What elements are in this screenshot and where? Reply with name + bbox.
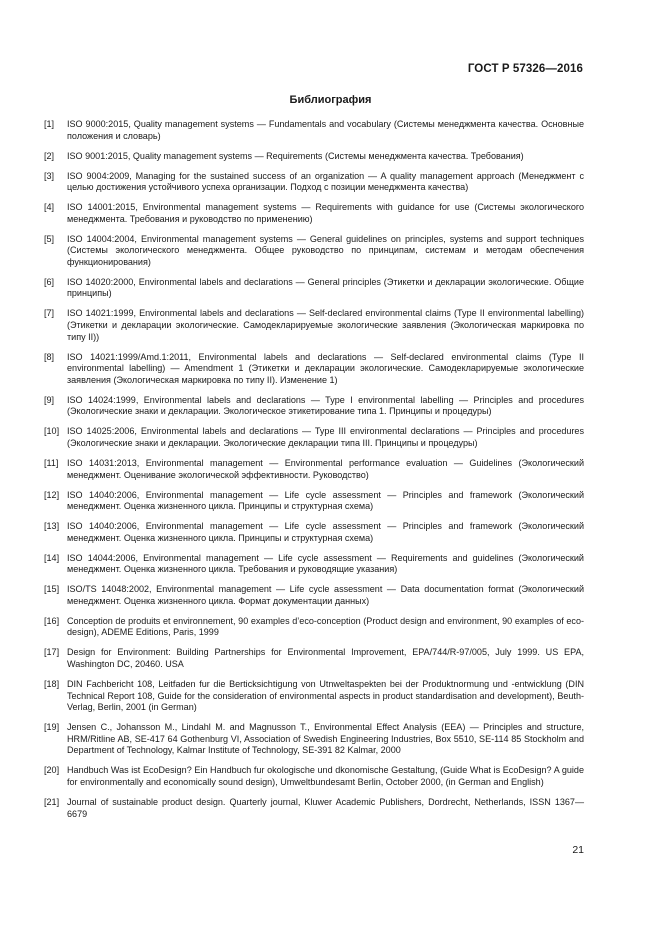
entry-number: [10] — [44, 426, 60, 437]
entry-text: Journal of sustainable product design. Quarterly journal, Kluwer Academic Publishers, Dordrecht, Netherlands, ISSN 1367—6679 — [67, 796, 584, 819]
bibliography-entry-7 — [44, 308, 584, 343]
entry-text: ISO 14031:2013, Environmental management — Environmental performance evaluation — Guidelines (Экологический менеджмент. Оценивание экологической эффективности. Руководство) — [67, 457, 584, 480]
entry-number: [8] — [44, 351, 55, 362]
entry-text: ISO 14040:2006, Environmental management — Life cycle assessment — Principles and framework (Экологический менеджмент. Оценка жизненного цикла. Принципы и структурная схема) — [67, 521, 584, 543]
entry-text: ISO/TS 14048:2002, Environmental management — Life cycle assessment — Data documentation format (Экологический менеджмент. Оценка жизненного цикла. Формат документации данных) — [67, 584, 584, 606]
entry-text: ISO 14021:1999/Amd.1:2011, Environmental labels and declarations — Self-declared environmental claims (Type II environmental labelling) — Amendment 1 (Этикетки и декларации экологические. Самодекларируемые экологические заявления (Экологическая маркировка по типу II). Изменение 1) — [67, 351, 584, 385]
entry-number: [18] — [44, 679, 60, 690]
entry-number: [3] — [44, 170, 55, 181]
bibliography-entry-15 — [44, 584, 584, 607]
entry-text: Handbuch Was ist EcoDesign? Ein Handbuch fur okologische und dkonomische Gestaltung, (Guide What is EcoDesign? A guide for environmentally and economically sound design), Umweltbundesamt Berlin, October 2000, (in German and English) — [67, 765, 584, 787]
entry-text: ISO 14024:1999, Environmental labels and declarations — Type I environmental labelling — Principles and procedures (Экологические знаки и декларации. Экологическое этикетирование типа 1. Принципы и процедуры) — [67, 394, 584, 417]
bibliography-entry-4 — [44, 202, 584, 225]
bibliography-entry-18 — [44, 679, 584, 714]
bibliography-entry-17 — [44, 647, 584, 670]
entry-text: DIN Fachbericht 108, Leitfaden fur die Berticksichtigung von Utnweltaspekten bei der Produktnormung und -entwicklung (DIN Technical Report 108, Guide for the consideration of environmental aspects in product standardisation and development), Beuth-Verlag, Berlin, 2001 (in German) — [67, 679, 584, 713]
entry-number: [11] — [44, 457, 59, 468]
entry-text: ISO 14004:2004, Environmental management systems — General guidelines on principles, systems and support techniques (Системы экологического менеджмента. Общее руководство по принципам, системам и методам обеспечения функционирования) — [67, 233, 584, 267]
bibliography-entry-2 — [44, 151, 584, 163]
entry-number: [9] — [44, 394, 55, 405]
bibliography-entry-6 — [44, 277, 584, 300]
entry-text: ISO 14021:1999, Environmental labels and declarations — Self-declared environmental claims (Type II environmental labelling) (Этикетки и декларации экологические. Самодекларируемые экологические заявления (Экологическая маркировка по типу II)) — [67, 308, 584, 342]
entry-text: Design for Environment: Building Partnerships for Environmental Improvement, EPA/744/R-97/005, July 1999. US EPA, Washington DC, 20460. USA — [67, 647, 584, 670]
bibliography-entry-5 — [44, 234, 584, 269]
entry-text: Conception de produits et environnement, 90 examples d’eco-conception (Product design and environment, 90 examples of eco-design), ADEME Editions, Paris, 1999 — [67, 615, 584, 638]
entry-text: ISO 14025:2006, Environmental labels and declarations — Type III environmental declarations — Principles and procedures (Экологические знаки и декларации. Экологические декларации типа III. Принципы и процедуры) — [67, 426, 584, 448]
page-number: 21 — [572, 844, 584, 856]
entry-number: [16] — [44, 615, 60, 626]
entry-text: ISO 14040:2006, Environmental management — Life cycle assessment — Principles and framework (Экологический менеджмент. Оценка жизненного цикла. Принципы и структурная схема) — [67, 489, 584, 512]
entry-number: [4] — [44, 202, 55, 213]
entry-number: [12] — [44, 489, 60, 500]
entry-number: [1] — [44, 119, 55, 129]
bibliography-entry-3 — [44, 171, 584, 194]
entry-text: ISO 9004:2009, Managing for the sustained success of an organization — A quality management approach (Менеджмент с целью достижения устойчивого успеха организации. Подход с позиции менеджмента качества) — [67, 170, 584, 193]
bibliography-entry-16 — [44, 616, 584, 639]
entry-number: [15] — [44, 584, 60, 595]
entry-number: [5] — [44, 233, 55, 244]
entry-number: [20] — [44, 765, 60, 776]
entry-number: [21] — [44, 796, 60, 807]
entry-number: [14] — [44, 552, 60, 563]
bibliography-entry-13 — [44, 521, 584, 544]
entry-text: ISO 14020:2000, Environmental labels and declarations — General principles (Этикетки и декларации экологические. Общие принципы) — [67, 276, 584, 299]
entry-text: ISO 14001:2015, Environmental management systems — Requirements with guidance for use (Системы экологического менеджмента. Требования и руководство по применению) — [67, 202, 584, 224]
bibliography-entry-14 — [44, 553, 584, 576]
bibliography-entry-19 — [44, 722, 584, 757]
entry-number: [6] — [44, 276, 55, 287]
entry-text: ISO 9001:2015, Quality management systems — Requirements (Системы менеджмента качества. Требования) — [67, 150, 524, 161]
bibliography-entry-11 — [44, 458, 584, 481]
document-standard-code: ГОСТ Р 57326—2016 — [467, 63, 583, 75]
entry-text: ISO 9000:2015, Quality management systems — Fundamentals and vocabulary (Системы менеджмента качества. Основные положения и словарь) — [67, 119, 584, 141]
bibliography-entry-1 — [44, 119, 584, 142]
bibliography-entry-12 — [44, 490, 584, 513]
bibliography-entry-20 — [44, 765, 584, 788]
bibliography-entry-21 — [44, 797, 584, 820]
entry-text: Jensen C., Johansson M., Lindahl M. and Magnusson T., Environmental Effect Analysis (EEA) — Principles and structure, HRM/Ritline AB, SE-417 64 Gothenburg VI, Association of Swedish Engineering Industries, Box 5510, SE-114 85 Stockholm and Department of Technology, Kalmar Institute of Technology, SE-391 82 Kalmar, 2000 — [67, 722, 584, 756]
entry-number: [19] — [44, 722, 60, 733]
bibliography-entry-9 — [44, 395, 584, 418]
bibliography-list — [44, 119, 584, 829]
entry-number: [13] — [44, 521, 60, 532]
bibliography-entry-10 — [44, 426, 584, 449]
entry-number: [7] — [44, 308, 55, 319]
entry-text: ISO 14044:2006, Environmental management — Life cycle assessment — Requirements and guidelines (Экологический менеджмент. Оценка жизненного цикла. Требования и руководящие указания) — [67, 552, 584, 575]
entry-number: [17] — [44, 647, 60, 658]
bibliography-entry-8 — [44, 352, 584, 387]
entry-number: [2] — [44, 150, 55, 161]
section-title: Библиография — [289, 94, 372, 106]
